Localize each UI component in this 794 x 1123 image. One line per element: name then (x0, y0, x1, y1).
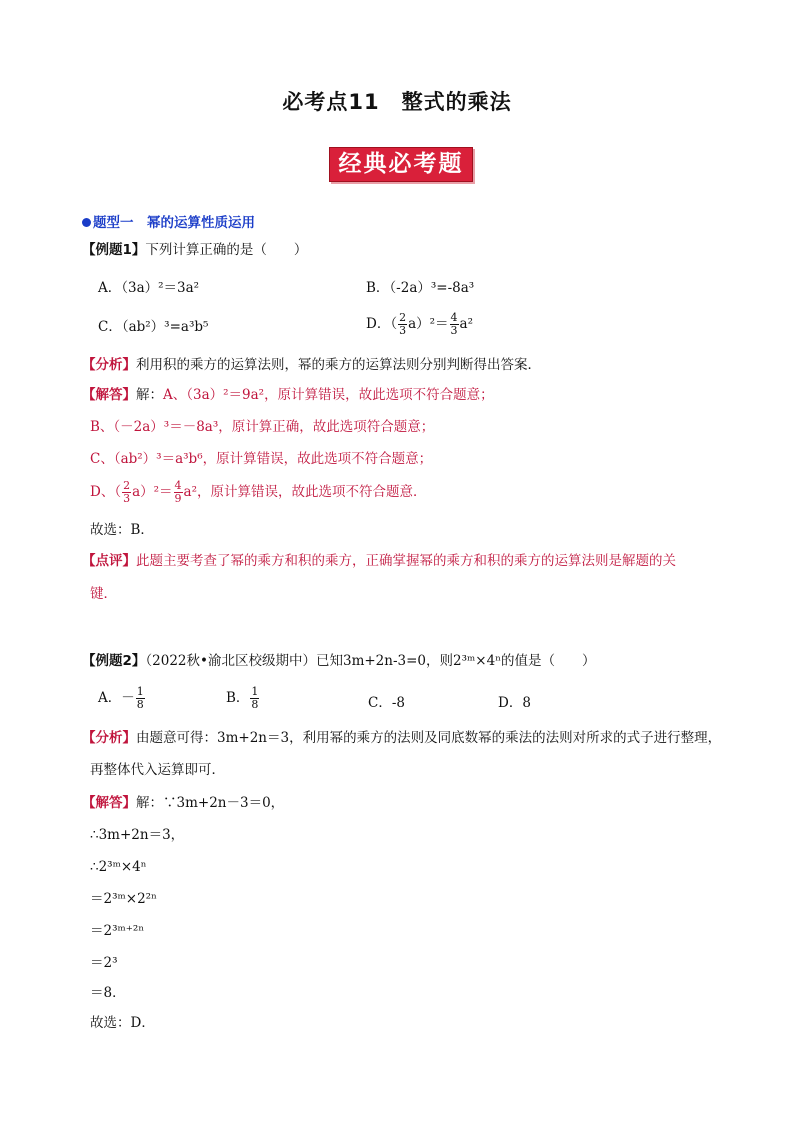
step-2: ∴2³ᵐ×4ⁿ (90, 859, 147, 875)
answer-line-d (90, 480, 427, 505)
option-prefix: B． (226, 690, 250, 706)
fraction (122, 480, 131, 505)
step-4: ＝2³ᵐ⁺²ⁿ (90, 923, 145, 939)
fraction (250, 686, 259, 711)
example-tag: 【例题1】 (82, 242, 146, 258)
frac-num: 1 (251, 685, 259, 698)
frac-num: 2 (399, 311, 407, 324)
page-title: 必考点11 整式的乘法 (282, 90, 512, 114)
answer-a: A、（3a）²＝9a²，原计算错误，故此选项不符合题意； (163, 387, 494, 403)
frac-num: 2 (123, 479, 131, 492)
frac-num: 1 (136, 685, 144, 698)
answer-tag: 【解答】 (82, 795, 136, 811)
frac-den: 3 (399, 324, 407, 337)
example2-question (82, 652, 596, 670)
choice-line: 故选：B． (90, 522, 154, 538)
section-label: 题型一 幂的运算性质运用 (93, 215, 255, 231)
fraction (174, 480, 183, 505)
option-c: C．-8 (368, 695, 405, 711)
answer-lead: 解：∵3m+2n－3＝0， (136, 795, 285, 811)
frac-den: 9 (174, 492, 182, 505)
option-d-end: a² (459, 316, 474, 332)
question-text: （2022秋•渝北区校级期中）已知3m+2n-3=0，则2³ᵐ×4ⁿ的值是（ ） (145, 653, 596, 669)
comment-cont: 键． (90, 586, 117, 602)
analysis (82, 729, 721, 747)
analysis-text: 由题意可得：3m+2n＝3，利用幂的乘方的法则及同底数幂的乘法的法则对所求的式子进行整理， (136, 730, 722, 746)
option-c: C．（ab²）³=a³b⁵ (98, 319, 209, 335)
option-d-prefix: D．（ (366, 316, 398, 332)
frac-den: 3 (450, 324, 458, 337)
answer-line-b: B、（－2a）³＝－8a³，原计算正确，故此选项符合题意； (90, 419, 435, 435)
option-b: B．（-2a）³=-8a³ (366, 280, 475, 296)
step-1: ∴3m+2n＝3， (90, 827, 185, 843)
analysis-tag: 【分析】 (82, 730, 136, 746)
step-5: ＝2³ (90, 955, 118, 971)
answer-d-end: a²，原计算错误，故此选项不符合题意． (183, 484, 427, 500)
option-d-mid: a）²＝ (408, 316, 449, 332)
option-d: D．8 (498, 695, 531, 711)
section-banner: 经典必考题 (329, 147, 473, 182)
option-a: A．（3a）²＝3a² (98, 280, 200, 296)
choice-line: 故选：D． (90, 1015, 155, 1031)
comment (82, 552, 676, 570)
example-tag: 【例题2】 (82, 653, 146, 669)
analysis-text: 利用积的乘方的运算法则，幂的乘方的运算法则分别判断得出答案． (136, 357, 541, 373)
frac-num: 4 (450, 311, 458, 324)
option-d (366, 312, 473, 337)
analysis-cont: 再整体代入运算即可． (90, 762, 225, 778)
answer-d-mid: a）²＝ (132, 484, 173, 500)
answer-tag: 【解答】 (82, 387, 136, 403)
answer (82, 794, 284, 812)
answer-d-prefix: D、（ (90, 484, 122, 500)
step-3: ＝2³ᵐ×2²ⁿ (90, 891, 157, 907)
example1-question (82, 241, 307, 259)
analysis (82, 356, 541, 374)
fraction (398, 312, 407, 337)
comment-tag: 【点评】 (82, 553, 136, 569)
option-b (226, 686, 260, 711)
comment-text: 此题主要考查了幂的乘方和积的乘方，正确掌握幂的乘方和积的乘方的运算法则是解题的关 (136, 553, 676, 569)
frac-den: 8 (136, 698, 144, 711)
option-prefix: A．－ (98, 690, 135, 706)
bullet-icon (82, 218, 91, 227)
answer-line-a (82, 386, 494, 404)
frac-num: 4 (174, 479, 182, 492)
frac-den: 8 (251, 698, 259, 711)
answer-line-c: C、（ab²）³＝a³b⁶，原计算错误，故此选项不符合题意； (90, 451, 433, 467)
answer-lead: 解： (136, 387, 163, 403)
fraction (450, 312, 459, 337)
frac-den: 3 (123, 492, 131, 505)
option-a (98, 686, 146, 711)
question-text: 下列计算正确的是（ ） (145, 242, 308, 258)
fraction (136, 686, 145, 711)
step-6: ＝8． (90, 985, 126, 1001)
analysis-tag: 【分析】 (82, 357, 136, 373)
section-heading (82, 214, 255, 232)
